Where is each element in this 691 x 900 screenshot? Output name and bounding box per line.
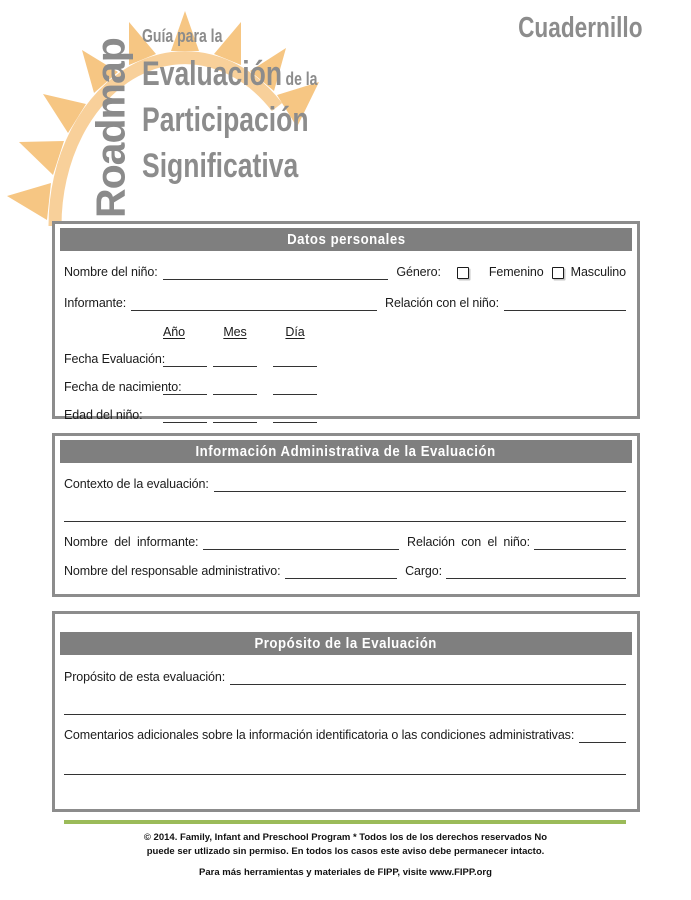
checkbox-femenino[interactable] (457, 267, 469, 279)
genero-option-femenino: Femenino (488, 265, 544, 279)
contexto-line[interactable] (214, 478, 626, 492)
title-line3: Participación (142, 101, 309, 139)
fecha-nacimiento-ano-line[interactable] (163, 381, 207, 395)
title-line4: Significativa (142, 147, 299, 185)
title-line1: Guía para la (142, 26, 223, 46)
cargo-line[interactable] (446, 565, 626, 579)
comentarios-line-2[interactable] (64, 761, 626, 775)
cargo-label: Cargo: (405, 564, 442, 578)
col-ano-label: Año (163, 325, 185, 339)
row-fecha-evaluacion (64, 352, 626, 367)
copyright-line-2: puede ser utlizado sin permiso. En todos los casos este aviso debe permanecer intacto. (146, 845, 545, 857)
relacion-nino-label: Relación con el niño: (385, 296, 499, 310)
document-title (142, 26, 367, 184)
roadmap-wordmark: Roadmap (87, 38, 134, 218)
date-column-headers (163, 325, 626, 339)
row-nombre-genero (64, 265, 626, 280)
row-edad-nino (64, 408, 626, 423)
proposito-line[interactable] (230, 671, 626, 685)
fecha-evaluacion-dia-line[interactable] (273, 353, 317, 367)
comentarios-line[interactable] (579, 729, 626, 743)
edad-nino-mes-line[interactable] (213, 409, 257, 423)
booklet-label: Cuadernillo (518, 12, 643, 44)
comentarios-label: Comentarios adicionales sobre la información identificatoria o las condiciones administrativas: (64, 728, 575, 742)
genero-label: Género: (396, 265, 441, 279)
copyright-line-1: © 2014. Family, Infant and Preschool Program * Todos los de los derechos reservados No (143, 832, 548, 843)
edad-nino-ano-line[interactable] (163, 409, 207, 423)
proposito-line-2[interactable] (64, 701, 626, 715)
relacion-nino-line[interactable] (504, 297, 626, 311)
col-dia-label: Día (285, 325, 305, 339)
row-comentarios (64, 728, 626, 743)
proposito-label: Propósito de esta evaluación: (64, 670, 226, 684)
section-header-proposito: Propósito de la Evaluación (60, 632, 632, 655)
relacion-admin-label: Relación con el niño: (407, 535, 530, 549)
row-fecha-nacimiento (64, 380, 626, 395)
contexto-line-2[interactable] (64, 508, 626, 522)
row-contexto (64, 477, 626, 492)
fipp-link-text: Para más herramientas y materiales de FIPP, visite www.FIPP.org (199, 867, 492, 878)
informante-line[interactable] (131, 297, 377, 311)
section-header-admin: Información Administrativa de la Evaluación (60, 440, 632, 463)
checkbox-masculino[interactable] (552, 267, 564, 279)
nombre-nino-label: Nombre del niño: (64, 265, 158, 279)
section-info-administrativa (52, 433, 640, 597)
fecha-evaluacion-ano-line[interactable] (163, 353, 207, 367)
row-informante (64, 296, 626, 311)
section-datos-personales (52, 221, 640, 422)
relacion-admin-line[interactable] (534, 536, 626, 550)
nombre-informante-label: Nombre del informante: (64, 535, 199, 549)
fecha-evaluacion-mes-line[interactable] (213, 353, 257, 367)
fecha-nacimiento-dia-line[interactable] (273, 381, 317, 395)
edad-nino-label: Edad del niño: (64, 408, 143, 422)
row-proposito (64, 670, 626, 685)
section-proposito (52, 611, 640, 812)
contexto-label: Contexto de la evaluación: (64, 477, 209, 491)
responsable-label: Nombre del responsable administrativo: (64, 564, 281, 578)
footer-rule (64, 820, 626, 824)
col-mes-label: Mes (223, 325, 247, 339)
section-header-datos: Datos personales (60, 228, 632, 251)
nombre-informante-line[interactable] (203, 536, 399, 550)
edad-nino-dia-line[interactable] (273, 409, 317, 423)
informante-label: Informante: (64, 296, 127, 310)
row-nombre-informante (64, 535, 626, 550)
row-responsable (64, 564, 626, 579)
title-line2: Evaluación de la (142, 55, 318, 93)
fecha-evaluacion-label: Fecha Evaluación: (64, 352, 166, 366)
fecha-nacimiento-mes-line[interactable] (213, 381, 257, 395)
responsable-line[interactable] (285, 565, 397, 579)
copyright-text (0, 831, 691, 858)
fecha-nacimiento-label: Fecha de nacimiento: (64, 380, 182, 394)
genero-option-masculino: Masculino (570, 265, 626, 279)
nombre-nino-line[interactable] (163, 266, 389, 280)
